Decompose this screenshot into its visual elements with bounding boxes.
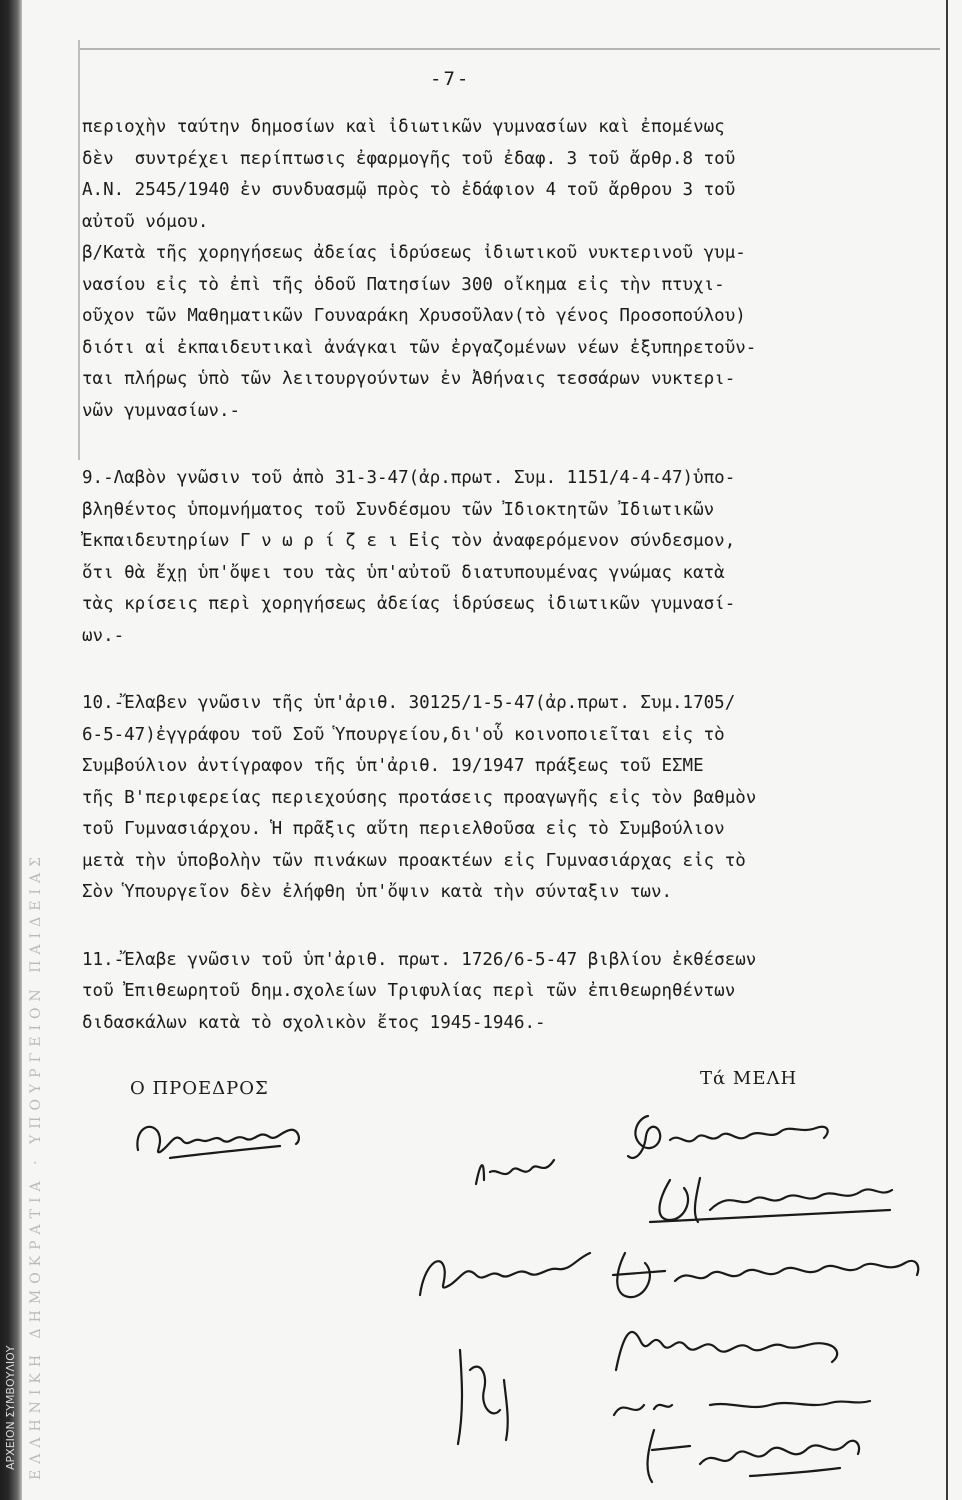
member-signature-7 — [440, 1340, 530, 1450]
paragraph-gap — [82, 909, 942, 945]
member-signature-3 — [640, 1170, 900, 1230]
member-signature-6 — [600, 1310, 850, 1380]
text-line: τοῦ Ἐπιθεωρητοῦ δημ.σχολείων Τριφυλίας περὶ τῶν ἐπιθεωρηθέντων — [82, 981, 736, 1001]
text-line: τὰς κρίσεις περὶ χορηγήσεως ἀδείας ἱδρύσεως ἰδιωτικῶν γυμνασί- — [82, 594, 736, 614]
text-line: βληθέντος ὑπομνήματος τοῦ Συνδέσμου τῶν Ἰδιοκτητῶν Ἰδιωτικῶν — [82, 499, 715, 520]
archive-edge-stamp: ΑΡΧΕΙΟΝ ΣΥΜΒΟΥΛΙΟΥ — [4, 1345, 17, 1470]
minutes-body — [82, 112, 942, 1039]
text-line: ων.- — [82, 625, 125, 646]
text-line: νασίου εἰς τὸ ἐπὶ τῆς ὁδοῦ Πατησίων 300 οἴκημα εἰς τὴν πτυχι- — [82, 274, 725, 295]
paragraph-gap — [82, 427, 942, 463]
member-signature-5 — [605, 1245, 925, 1305]
text-line: 9.-Λαβὸν γνῶσιν τοῦ ἀπὸ 31-3-47(ἀρ.πρωτ. Συμ. 1151/4-4-47)ὑπο- — [82, 468, 736, 488]
page-number: -7- — [430, 68, 471, 90]
member-signature-1 — [470, 1150, 560, 1190]
page-right-edge — [946, 0, 948, 1500]
text-line: ται πλήρως ὑπὸ τῶν λειτουργούντων ἐν Ἀθήναις τεσσάρων νυκτερι- — [82, 369, 736, 389]
text-line: οῦχον τῶν Μαθηματικῶν Γουναράκη Χρυσοῦλαν(τὸ γένος Προσοπούλου) — [82, 306, 746, 326]
paragraph-continuation — [82, 112, 942, 427]
text-line: ὅτι θὰ ἔχῃ ὑπ'ὄψει του τὰς ὑπ'αὐτοῦ διατυπουμένας γνώμας κατὰ — [82, 562, 725, 583]
member-signature-2 — [620, 1110, 840, 1170]
member-signature-9 — [630, 1420, 870, 1490]
margin-line — [78, 40, 80, 460]
paragraph-item-10 — [82, 688, 942, 909]
text-line: Α.Ν. 2545/1940 ἐν συνδυασμῷ πρὸς τὸ ἐδάφιον 4 τοῦ ἄρθρου 3 τοῦ — [82, 180, 736, 200]
archive-margin-stamp: ΕΛΛΗΝΙΚΗ ΔΗΜΟΚΡΑΤΙΑ · ΥΠΟΥΡΓΕΙΟΝ ΠΑΙΔΕΙΑΣ — [28, 851, 44, 1480]
text-line: μετὰ τὴν ὑποβολὴν τῶν πινάκων προακτέων εἰς Γυμνασιάρχας εἰς τὸ — [82, 850, 746, 871]
president-signature — [130, 1110, 320, 1170]
paragraph-gap — [82, 652, 942, 688]
text-line: νῶν γυμνασίων.- — [82, 400, 241, 421]
text-line: Ἐκπαιδευτηρίων Γ ν ω ρ ί ζ ε ι Εἰς τὸν ἀναφερόμενον σύνδεσμον, — [82, 531, 736, 551]
text-line: Σὸν Ὑπουργεῖον δὲν ἐλήφθη ὑπ'ὄψιν κατὰ τὴν σύνταξιν των. — [82, 882, 673, 902]
text-line: διότι αἱ ἐκπαιδευτικαὶ ἀνάγκαι τῶν ἐργαζομένων νέων ἐξυπηρετοῦν- — [82, 337, 757, 358]
top-rule — [80, 48, 940, 50]
text-line: τῆς Β'περιφερείας περιεχούσης προτάσεις προαγωγῆς εἰς τὸν βαθμὸν — [82, 787, 757, 808]
text-line: δὲν συντρέχει περίπτωσις ἐφαρμογῆς τοῦ ἐδαφ. 3 τοῦ ἄρθρ.8 τοῦ — [82, 148, 736, 169]
president-label: Ο ΠΡΟΕΔΡΟΣ — [130, 1078, 269, 1099]
members-label: Τά ΜΕΛΗ — [700, 1068, 798, 1089]
paragraph-item-9 — [82, 463, 942, 652]
text-line: 10.-Ἔλαβεν γνῶσιν τῆς ὑπ'ἀριθ. 30125/1-5-47(ἀρ.πρωτ. Συμ.1705/ — [82, 693, 736, 713]
text-line: 6-5-47)ἐγγράφου τοῦ Σοῦ Ὑπουργείου,δι'οὗ κοινοποιεῖται εἰς τὸ — [82, 724, 725, 745]
text-line: β/Κατὰ τῆς χορηγήσεως ἀδείας ἱδρύσεως ἰδιωτικοῦ νυκτερινοῦ γυμ- — [82, 243, 746, 263]
text-line: 11.-Ἔλαβε γνῶσιν τοῦ ὑπ'ἀριθ. πρωτ. 1726/6-5-47 βιβλίου ἐκθέσεων — [82, 949, 757, 970]
text-line: διδασκάλων κατὰ τὸ σχολικὸν ἔτος 1945-1946.- — [82, 1012, 546, 1033]
text-line: τοῦ Γυμνασιάρχου. Ἡ πρᾶξις αὕτη περιελθοῦσα εἰς τὸ Συμβούλιον — [82, 819, 725, 839]
text-line: αὐτοῦ νόμου. — [82, 211, 209, 232]
member-signature-4 — [410, 1245, 600, 1305]
text-line: Συμβούλιον ἀντίγραφον τῆς ὑπ'ἀριθ. 19/1947 πράξεως τοῦ ΕΣΜΕ — [82, 756, 704, 776]
text-line: περιοχὴν ταύτην δημοσίων καὶ ἰδιωτικῶν γυμνασίων καὶ ἐπομένως — [82, 117, 725, 137]
paragraph-item-11 — [82, 945, 942, 1040]
